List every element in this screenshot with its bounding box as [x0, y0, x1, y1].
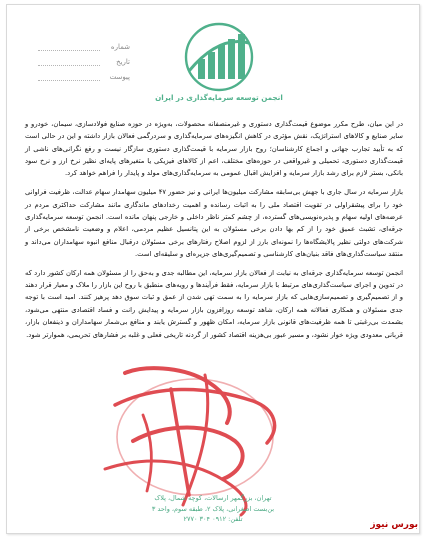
footer-address-line-2: بن‌بست اصغرانی، پلاک ۲، طبقه سوم، واحد ۳	[151, 504, 275, 513]
source-watermark: بورس نیوز	[370, 520, 418, 530]
body-paragraph-2: بازار سرمایه در سال جاری با جهش بی‌سابقه مشارکت میلیون‌ها ایرانی و نیز حضور ۴۷ میلیون سهامدار سهام عدالت، ظرفیت فراوانی خود را برای پیشقراولی در تقویت اقتصاد ملی را به اثبات رسانده و اهمیت رخدادهای ماندگاری مانند مشارکت حداکثری مردم در عرضه‌های اولیه سهام و پذیره‌نویسی‌های گسترده، از چشم کمتر ناظر داخلی و خارجی پنهان مانده است. انجمن توسعه سرمایه‌گذاری جرقه‌ای، تشبث عمیق خود را از کم بها دادن برخی مسئولان به این پتانسیل عظیم مردمی، اعلام و وضعیت نامشخص برخی از شرکت‌های دولتی نظیر پالایشگاه‌ها را نمونه‌ای بارز از لزوم اصلاح رفتارهای برخی مسئولان درقبال منافع انبوه سهامداران می‌داند و منتقد سیاست‌گذاری‌های فاقد بنیان‌های کارشناسی و تصمیم‌گیری‌های جزیره‌ای و سلیقه‌ای است.	[25, 188, 403, 258]
letter-body	[25, 118, 403, 347]
meta-date-row	[35, 54, 130, 69]
organization-logo	[149, 19, 289, 111]
meta-attachment-label: پیوست	[109, 72, 130, 81]
meta-date-label: تاریخ	[116, 57, 130, 66]
letter-page	[6, 4, 420, 534]
body-paragraph-1: در این میان، طرح مکرر موضوع قیمت‌گذاری دستوری و غیرمنصفانه محصولات، به‌ویژه در حوزه صنایع فولادسازی، سیمان، خودرو و سایر صنایع و کالاهای استراتژیک، نقش مؤثری در کاهش انگیزه‌های سرمایه‌گذاری و سردرگمی فعالان بازار داشته و این در حالی است که به تأیید تجارب جهانی و اجماع کارشناسان؛ روح بازار سرمایه با قیمت‌گذاری دستوری سازگار نیست و رفع نگرانی‌های ناشی از قیمت‌گذاری دستوری، تحمیلی و غیرواقعی در حوزه‌های مختلف، اعم از کالاهای فیزیکی یا متغیرهای پایه‌ای نظیر نرخ ارز و نرخ سود بانکی، بستر لازم برای رشد بازار سرمایه و افزایش اقبال عمومی به سرمایه‌گذاری‌های مولد و پایدار را فراهم خواهد کرد.	[25, 120, 403, 178]
meta-date-line	[38, 58, 100, 66]
logo-emblem-icon	[149, 19, 289, 93]
meta-attachment-row	[35, 69, 130, 84]
meta-number-line	[38, 43, 100, 51]
letter-footer	[7, 493, 419, 525]
meta-number-row	[35, 39, 130, 54]
footer-phone: تلفن: ۰۹۱۲ ۳۰۴ ۲۷۷۰	[183, 515, 243, 523]
organization-name: انجمن توسعه سرمایه‌گذاری در ایران	[155, 93, 283, 102]
meta-attachment-line	[38, 73, 100, 81]
body-paragraph-3: انجمن توسعه سرمایه‌گذاری جرقه‌ای به نیابت از فعالان بازار سرمایه، این مطالبه جدی و به‌حق را از مسئولان همه ارکان کشور دارد که در تدوین و اجرای سیاست‌گذاری‌های مرتبط با بازار سرمایه، فقط فرآیندها و رویه‌های منطبق با روح این بازار را ملاک و معیار قرار دهند و از تصمیم‌گیری و تصمیم‌سازی‌هایی که بازار سرمایه را به سمت تهی شدن از عمق و ثبات سوق دهد پرهیز کنند. امید است با توجه جدی مسئولان و همکاری فعالانه همه ارکان، شاهد توسعه روزافزون بازار سرمایه و پیدایش رانت و فساد اقتصادی منتهی می‌شود، بشمدت بی‌رغبتی تا همه ظرفیت‌های قانونی بازار سرمایه، امکان ظهور و گسترش یابند و منافع بی‌شمار سهامداران و ذینفعان بازار، قربانی معدودی ویژه خوار نشود، و مسیر عبور بی‌هزینه اقتصاد کشور از گردنه تاریخی فعلی و غلبه بر فشارهای تحریمی، هموارتر شود.	[25, 268, 403, 339]
footer-address-line-1: تهران، بزرگمهر ارسالات، کوچه شمال، پلاک	[154, 494, 272, 502]
letter-meta-block	[35, 39, 130, 84]
meta-number-label: شماره	[110, 42, 130, 51]
